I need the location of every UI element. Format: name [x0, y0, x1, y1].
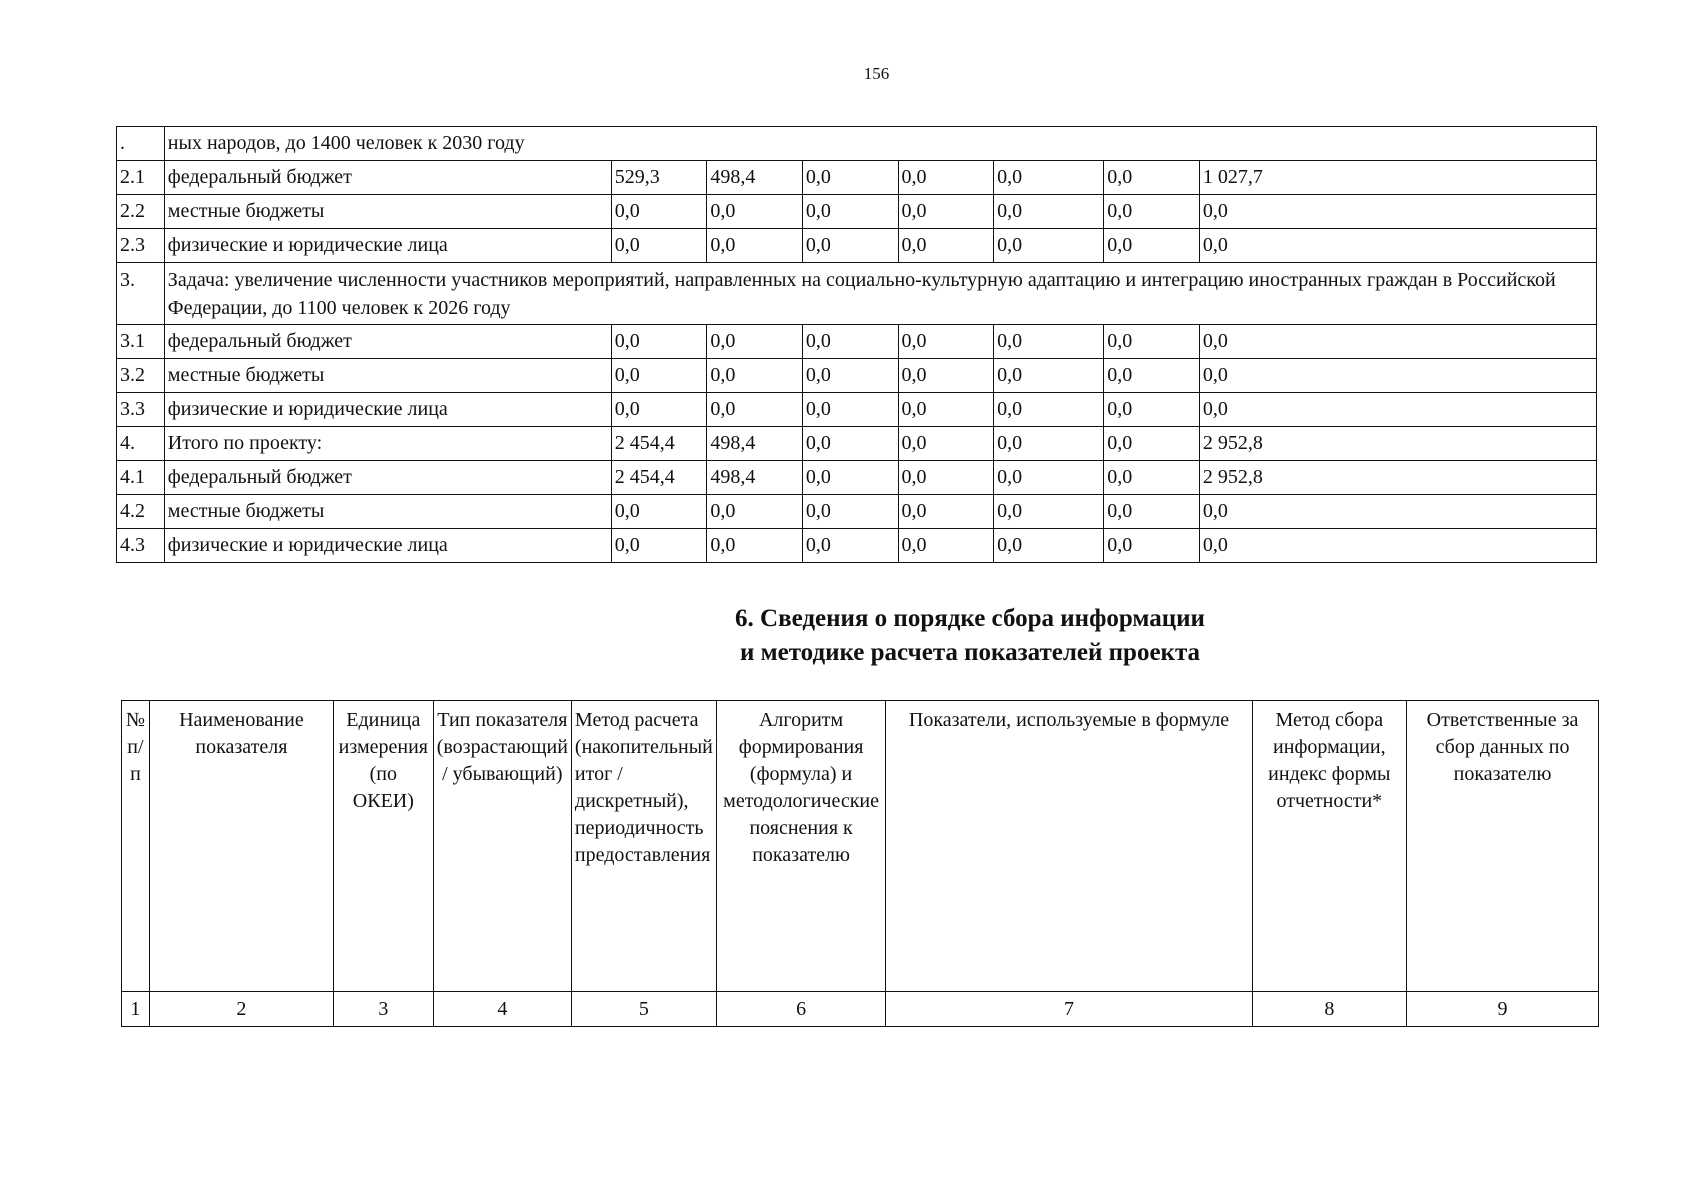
row-number: 4.	[117, 427, 165, 461]
row-value: 0,0	[802, 461, 898, 495]
header-formula-indicators: Показатели, используемые в формуле	[886, 701, 1252, 992]
header-calc-method: Метод расчета (накопительный итог / дискретный), периодичность предоставления	[571, 701, 716, 992]
column-index: 2	[149, 992, 333, 1027]
page-number: 156	[863, 64, 890, 83]
row-value: 0,0	[707, 495, 803, 529]
row-value: 0,0	[1199, 229, 1596, 263]
row-name: физические и юридические лица	[164, 529, 611, 563]
header-indicator-type: Тип показателя (возрастающий / убывающий)	[433, 701, 571, 992]
row-value: 0,0	[1199, 393, 1596, 427]
row-value: 0,0	[802, 195, 898, 229]
row-value: 0,0	[1104, 195, 1200, 229]
column-index: 5	[571, 992, 716, 1027]
row-name: федеральный бюджет	[164, 325, 611, 359]
header-collection-method: Метод сбора информации, индекс формы отчетности*	[1252, 701, 1406, 992]
row-value: 0,0	[994, 461, 1104, 495]
row-value: 0,0	[898, 359, 994, 393]
budget-row	[117, 461, 1597, 495]
row-value: 0,0	[994, 161, 1104, 195]
row-value: 1 027,7	[1199, 161, 1596, 195]
row-number: 4.3	[117, 529, 165, 563]
row-value: 0,0	[994, 195, 1104, 229]
row-value: 0,0	[898, 325, 994, 359]
column-index: 8	[1252, 992, 1406, 1027]
row-value: 0,0	[898, 427, 994, 461]
section-title-line-2: и методике расчета показателей проекта	[739, 639, 1201, 666]
row-value: 0,0	[898, 461, 994, 495]
column-index: 3	[333, 992, 433, 1027]
row-value: 0,0	[611, 529, 707, 563]
row-value: 0,0	[707, 195, 803, 229]
row-value: 0,0	[994, 427, 1104, 461]
row-value: 0,0	[898, 529, 994, 563]
row-value: 0,0	[898, 495, 994, 529]
row-value: 0,0	[707, 359, 803, 393]
row-value: 0,0	[707, 529, 803, 563]
header-responsible: Ответственные за сбор данных по показателю	[1407, 701, 1599, 992]
row-value: 0,0	[1104, 393, 1200, 427]
row-number: .	[117, 127, 165, 161]
row-value: 0,0	[802, 229, 898, 263]
header-unit: Единица измерения (по ОКЕИ)	[333, 701, 433, 992]
row-value: 0,0	[802, 161, 898, 195]
budget-table	[116, 126, 1597, 563]
row-number: 3.	[117, 263, 165, 325]
column-index: 9	[1407, 992, 1599, 1027]
row-name: Итого по проекту:	[164, 427, 611, 461]
row-value: 0,0	[611, 195, 707, 229]
budget-row	[117, 495, 1597, 529]
row-value: 0,0	[994, 529, 1104, 563]
column-index: 4	[433, 992, 571, 1027]
row-name: физические и юридические лица	[164, 393, 611, 427]
row-value: 2 952,8	[1199, 461, 1596, 495]
budget-row	[117, 161, 1597, 195]
column-index: 1	[122, 992, 150, 1027]
budget-row	[117, 427, 1597, 461]
row-value: 498,4	[707, 161, 803, 195]
task-description: ных народов, до 1400 человек к 2030 году	[164, 127, 1596, 161]
row-value: 0,0	[1104, 325, 1200, 359]
row-number: 2.2	[117, 195, 165, 229]
row-value: 0,0	[1199, 529, 1596, 563]
row-value: 0,0	[802, 393, 898, 427]
row-number: 3.2	[117, 359, 165, 393]
budget-row	[117, 359, 1597, 393]
row-name: местные бюджеты	[164, 195, 611, 229]
row-value: 0,0	[707, 229, 803, 263]
row-value: 2 454,4	[611, 427, 707, 461]
column-index: 6	[716, 992, 886, 1027]
row-value: 0,0	[802, 529, 898, 563]
row-value: 0,0	[1199, 195, 1596, 229]
row-value: 0,0	[994, 359, 1104, 393]
row-name: местные бюджеты	[164, 359, 611, 393]
row-value: 0,0	[994, 229, 1104, 263]
row-value: 2 454,4	[611, 461, 707, 495]
row-value: 0,0	[898, 161, 994, 195]
budget-row	[117, 127, 1597, 161]
row-name: физические и юридические лица	[164, 229, 611, 263]
row-value: 2 952,8	[1199, 427, 1596, 461]
row-value: 0,0	[994, 495, 1104, 529]
column-index: 7	[886, 992, 1252, 1027]
row-value: 0,0	[898, 195, 994, 229]
row-value: 0,0	[611, 359, 707, 393]
row-number: 3.3	[117, 393, 165, 427]
row-value: 0,0	[802, 359, 898, 393]
method-table-header-row	[122, 701, 1599, 992]
row-value: 0,0	[707, 393, 803, 427]
header-number: № п/ п	[122, 701, 150, 992]
task-description: Задача: увеличение численности участников мероприятий, направленных на социально-культурную адаптацию и интеграцию иностранных граждан в Российской Федерации, до 1100 человек к 2026 году	[164, 263, 1596, 325]
budget-row	[117, 229, 1597, 263]
row-value: 0,0	[994, 393, 1104, 427]
row-value: 0,0	[1104, 229, 1200, 263]
row-value: 0,0	[1104, 359, 1200, 393]
row-number: 2.3	[117, 229, 165, 263]
row-number: 2.1	[117, 161, 165, 195]
row-number: 4.2	[117, 495, 165, 529]
row-value: 0,0	[1104, 495, 1200, 529]
row-value: 0,0	[1104, 461, 1200, 495]
budget-row	[117, 529, 1597, 563]
row-value: 0,0	[1199, 359, 1596, 393]
row-value: 0,0	[611, 393, 707, 427]
row-name: федеральный бюджет	[164, 461, 611, 495]
budget-row	[117, 393, 1597, 427]
method-table-index-row	[122, 992, 1599, 1027]
header-algorithm: Алгоритм формирования (формула) и методологические пояснения к показателю	[716, 701, 886, 992]
header-indicator-name: Наименование показателя	[149, 701, 333, 992]
row-value: 0,0	[802, 427, 898, 461]
budget-row	[117, 263, 1597, 325]
row-value: 0,0	[707, 325, 803, 359]
row-value: 0,0	[802, 325, 898, 359]
method-table	[121, 700, 1599, 1027]
row-value: 0,0	[994, 325, 1104, 359]
row-number: 3.1	[117, 325, 165, 359]
row-value: 498,4	[707, 427, 803, 461]
section-title	[430, 602, 1510, 670]
row-value: 0,0	[1199, 495, 1596, 529]
row-value: 529,3	[611, 161, 707, 195]
budget-row	[117, 325, 1597, 359]
row-value: 0,0	[1104, 161, 1200, 195]
section-title-line-1: 6. Сведения о порядке сбора информации	[735, 605, 1205, 632]
row-value: 0,0	[611, 495, 707, 529]
row-value: 0,0	[1104, 529, 1200, 563]
row-value: 0,0	[802, 495, 898, 529]
row-value: 0,0	[898, 393, 994, 427]
row-value: 0,0	[611, 325, 707, 359]
row-name: федеральный бюджет	[164, 161, 611, 195]
row-number: 4.1	[117, 461, 165, 495]
row-value: 0,0	[898, 229, 994, 263]
row-value: 0,0	[611, 229, 707, 263]
budget-row	[117, 195, 1597, 229]
row-value: 498,4	[707, 461, 803, 495]
row-value: 0,0	[1104, 427, 1200, 461]
row-value: 0,0	[1199, 325, 1596, 359]
row-name: местные бюджеты	[164, 495, 611, 529]
